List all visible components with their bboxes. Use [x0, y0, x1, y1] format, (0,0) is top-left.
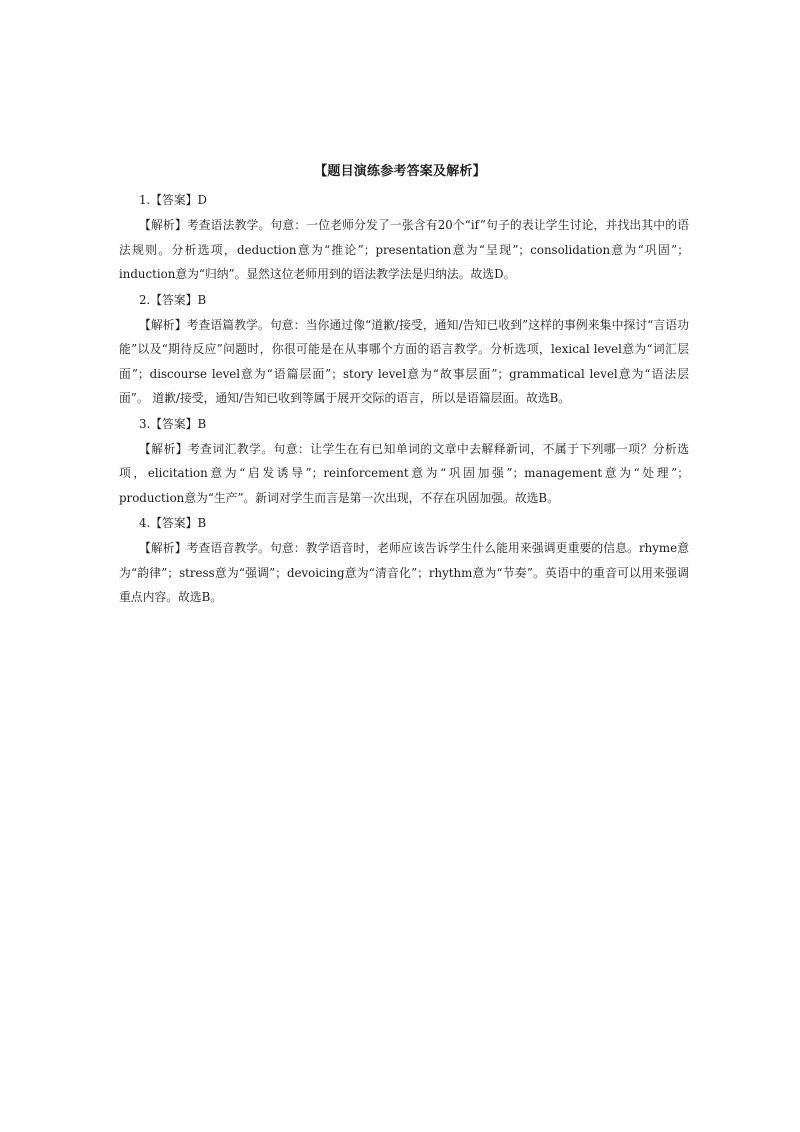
answers-section	[119, 188, 689, 611]
answer-label: 4.【答案】B	[139, 516, 207, 530]
answer-label: 3.【答案】B	[139, 416, 207, 431]
answer-label: 2.【答案】B	[139, 292, 207, 307]
answer-item-2	[119, 288, 689, 411]
analysis-paragraph: 【解析】考查语篇教学。句意：当你通过像“道歉/接受，通知/告知已收到”这样的事例来集中探讨“言语功能”以及“期待反应”问题时，你很可能是在从事哪个方面的语言教学。分析选项，lexical level意为“词汇层面”；discourse level意为“语篇层面”；story level意为“故事层面”；grammatical level意为“语法层面”。 道歉/接受，通知/告知已收到等属于展开交际的语言，所以是语篇层面。故选B。	[119, 317, 689, 405]
answer-label: 1.【答案】D	[139, 193, 207, 207]
answer-item-3	[119, 412, 689, 511]
page-title: 【题目演练参考答案及解析】	[314, 164, 486, 179]
answer-item-4	[119, 511, 689, 610]
answer-item-1	[119, 188, 689, 287]
analysis-paragraph: 【解析】考查语音教学。句意：教学语音时，老师应该告诉学生什么能用来强调更重要的信息。rhyme意为“韵律”；stress意为“强调”；devoicing意为“清音化”；rhythm意为“节奏”。英语中的重音可以用来强调重点内容。故选B。	[119, 541, 689, 604]
analysis-paragraph: 【解析】考查语法教学。句意：一位老师分发了一张含有20个“if”句子的表让学生讨论，并找出其中的语法规则。分析选项，deduction意为“推论”；presentation意为“呈现”；consolidation意为“巩固”；induction意为“归纳”。显然这位老师用到的语法教学法是归纳法。故选D。	[119, 218, 689, 281]
analysis-paragraph: 【解析】考查词汇教学。句意：让学生在有已知单词的文章中去解释新词，不属于下列哪一项？分析选项，elicitation意为“启发诱导”；reinforcement意为“巩固加强”；management意为“处理”；production意为“生产”。新词对学生而言是第一次出现，不存在巩固加强。故选B。	[119, 441, 689, 505]
